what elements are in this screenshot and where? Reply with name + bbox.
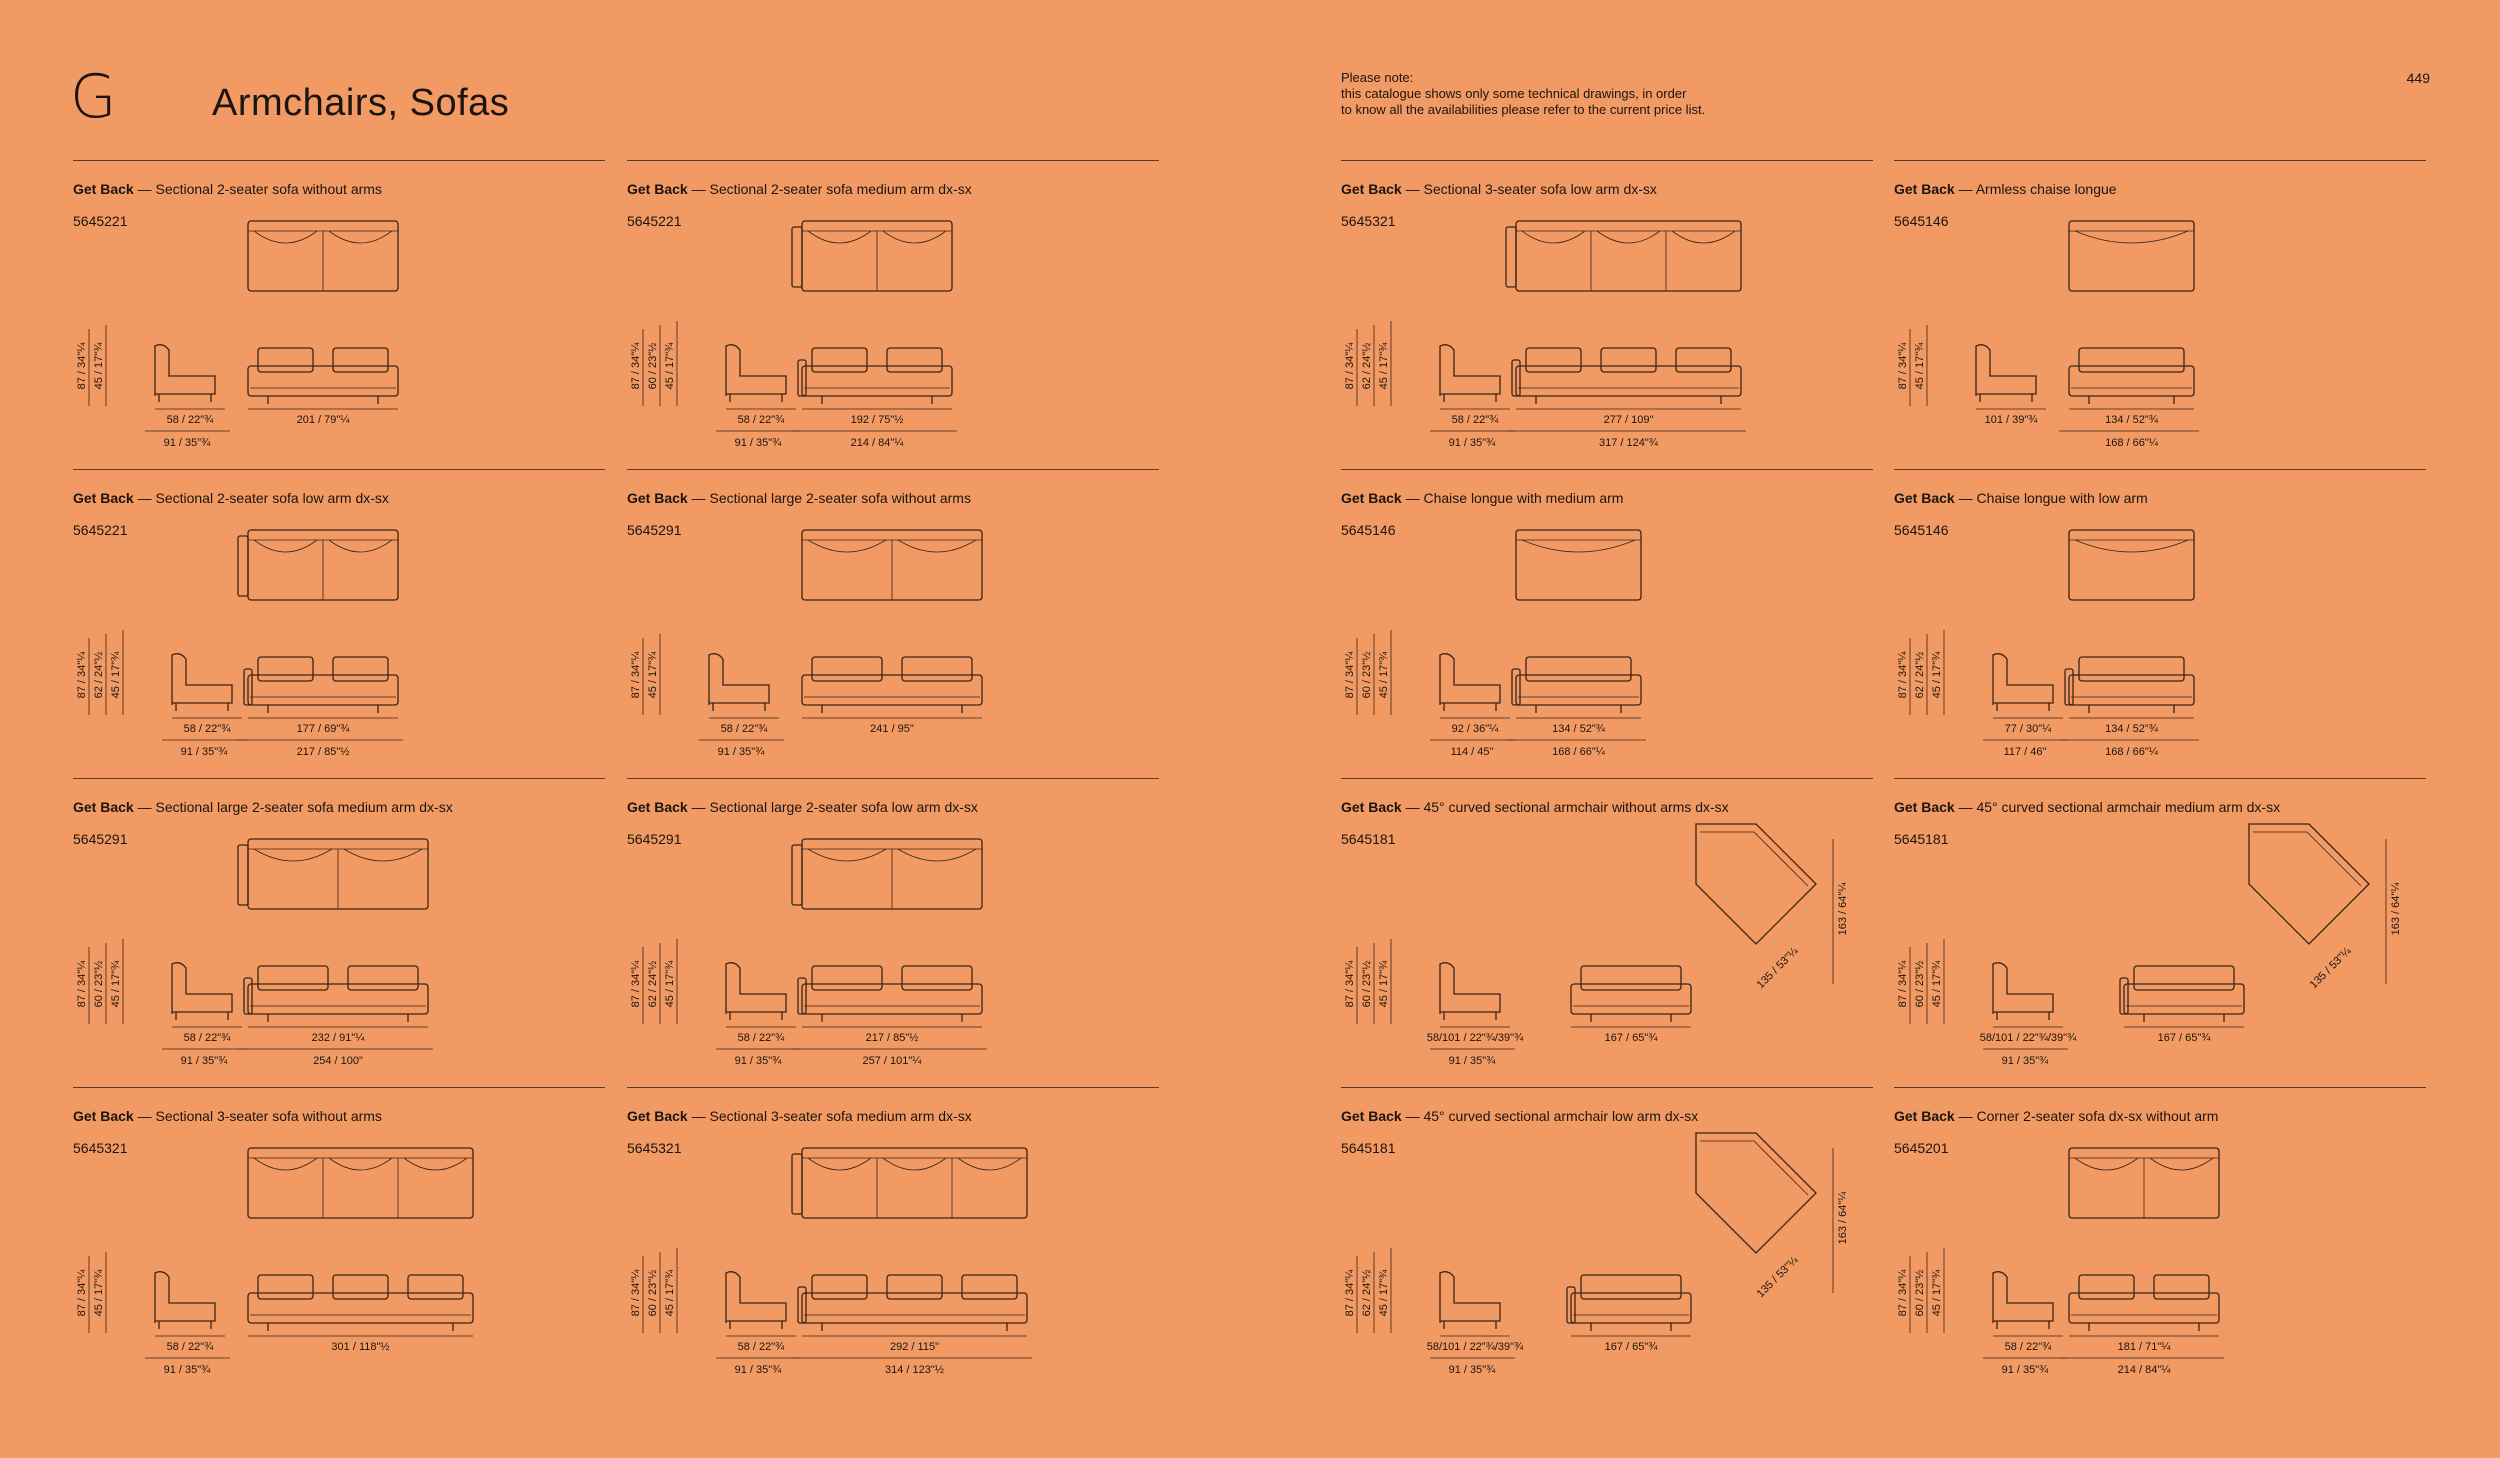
- height-dimension: 45 / 17"¾: [1914, 342, 1926, 390]
- plan-view-drawing: [248, 221, 398, 291]
- product-code: 5645181: [1341, 1140, 1396, 1156]
- front-view-drawing: [802, 657, 982, 713]
- height-dimension: 87 / 34"¼: [1344, 651, 1356, 699]
- side-depth-dimension: 117 / 46": [2003, 746, 2047, 758]
- side-width-dimension: 58 / 22"¾: [737, 1032, 785, 1044]
- product-entry: [1341, 1087, 1873, 1378]
- side-depth-dimension: 114 / 45": [1450, 746, 1494, 758]
- height-dimension: 60 / 23"½: [1361, 651, 1373, 699]
- side-depth-dimension: 91 / 35"¾: [180, 1055, 228, 1067]
- side-view-drawing: [726, 345, 786, 402]
- technical-drawing: [627, 161, 1159, 451]
- product-entry: [1341, 160, 1873, 451]
- note-line: to know all the availabilities please refer to the current price list.: [1341, 102, 1706, 117]
- product-name: — Corner 2-seater sofa dx-sx without arm: [1954, 1108, 2219, 1124]
- product-code: 5645321: [73, 1140, 128, 1156]
- side-width-dimension: 92 / 36"¼: [1451, 723, 1499, 735]
- corner-plan-drawing: [1696, 824, 1816, 944]
- height-dimension: 87 / 34"¼: [1344, 960, 1356, 1008]
- product-name: — Sectional 3-seater sofa medium arm dx-sx: [687, 1108, 972, 1124]
- front-view-drawing: [248, 1275, 473, 1331]
- height-dimension: 60 / 23"½: [1914, 1269, 1926, 1317]
- product-brand: Get Back: [1894, 1108, 1955, 1124]
- height-dimension: 87 / 34"¼: [76, 960, 88, 1008]
- front-view-drawing: [248, 348, 398, 404]
- product-name: — Chaise longue with low arm: [1954, 490, 2148, 506]
- product-brand: Get Back: [73, 490, 134, 506]
- product-code: 5645146: [1341, 522, 1396, 538]
- product-name: — Sectional 2-seater sofa low arm dx-sx: [133, 490, 389, 506]
- height-dimension: 45 / 17"¾: [93, 342, 105, 390]
- plan-depth-dimension: 135 / 53"¼: [1754, 945, 1801, 992]
- product-code: 5645221: [627, 213, 682, 229]
- front-view-drawing: [2069, 348, 2194, 404]
- height-dimension: 87 / 34"¼: [630, 1269, 642, 1317]
- product-brand: Get Back: [1341, 181, 1402, 197]
- plan-view-drawing: [792, 839, 982, 909]
- front-total-dimension: 317 / 124"¾: [1599, 437, 1658, 449]
- product-brand: Get Back: [1341, 490, 1402, 506]
- side-view-drawing: [155, 345, 215, 402]
- height-dimension: 87 / 34"¼: [630, 960, 642, 1008]
- plan-view-drawing: [1516, 530, 1641, 600]
- plan-depth-dimension: 135 / 53"¼: [2307, 945, 2354, 992]
- front-total-dimension: 314 / 123"½: [885, 1364, 944, 1376]
- product-brand: Get Back: [73, 181, 134, 197]
- technical-drawing: [627, 470, 1159, 760]
- height-dimension: 87 / 34"¼: [1897, 651, 1909, 699]
- front-width-dimension: 167 / 65"¾: [1604, 1341, 1658, 1353]
- front-width-dimension: 177 / 69"¾: [296, 723, 350, 735]
- product-entry: [73, 778, 605, 1069]
- height-dimension: 45 / 17"¾: [1378, 342, 1390, 390]
- side-width-dimension: 58 / 22"¾: [166, 1341, 214, 1353]
- product-name: — Sectional 2-seater sofa medium arm dx-sx: [687, 181, 972, 197]
- height-dimension: 62 / 24"½: [1914, 651, 1926, 699]
- height-dimension: 62 / 24"½: [1361, 342, 1373, 390]
- plan-view-drawing: [2069, 530, 2194, 600]
- product-brand: Get Back: [1894, 181, 1955, 197]
- front-width-dimension: 167 / 65"¾: [2157, 1032, 2211, 1044]
- height-dimension: 60 / 23"½: [1361, 960, 1373, 1008]
- side-view-drawing: [709, 654, 769, 711]
- technical-drawing: [1894, 1088, 2426, 1378]
- product-code: 5645291: [627, 522, 682, 538]
- height-dimension: 87 / 34"¼: [630, 651, 642, 699]
- front-total-dimension: 214 / 84"¼: [2117, 1364, 2171, 1376]
- side-width-dimension: 58 / 22"¾: [737, 414, 785, 426]
- front-width-dimension: 192 / 75"½: [850, 414, 904, 426]
- product-entry: [73, 469, 605, 760]
- front-view-drawing: [244, 966, 428, 1022]
- corner-plan-drawing: [2249, 824, 2369, 944]
- plan-view-drawing: [1506, 221, 1741, 291]
- product-entry: [73, 160, 605, 451]
- side-depth-dimension: 91 / 35"¾: [1448, 1055, 1496, 1067]
- technical-drawing: [627, 779, 1159, 1069]
- side-view-drawing: [1440, 345, 1500, 402]
- height-dimension: 45 / 17"¾: [1931, 651, 1943, 699]
- height-dimension: 45 / 17"¾: [110, 651, 122, 699]
- side-depth-dimension: 91 / 35"¾: [717, 746, 765, 758]
- height-dimension: 60 / 23"½: [647, 342, 659, 390]
- product-brand: Get Back: [627, 490, 688, 506]
- technical-drawing: [1341, 470, 1873, 760]
- product-code: 5645221: [73, 522, 128, 538]
- side-width-dimension: 58/101 / 22"¾/39"¾: [1426, 1032, 1524, 1044]
- side-depth-dimension: 91 / 35"¾: [163, 1364, 211, 1376]
- product-entry: [627, 469, 1159, 760]
- side-view-drawing: [155, 1272, 215, 1329]
- product-entry: [1894, 469, 2426, 760]
- height-dimension: 87 / 34"¼: [76, 651, 88, 699]
- product-entry: [1894, 1087, 2426, 1378]
- plan-view-drawing: [2069, 1148, 2219, 1218]
- side-depth-dimension: 91 / 35"¾: [734, 437, 782, 449]
- side-width-dimension: 58 / 22"¾: [183, 1032, 231, 1044]
- plan-view-drawing: [792, 1148, 1027, 1218]
- side-width-dimension: 58 / 22"¾: [737, 1341, 785, 1353]
- front-view-drawing: [2069, 1275, 2219, 1331]
- front-width-dimension: 292 / 115": [890, 1341, 939, 1353]
- side-view-drawing: [1440, 963, 1500, 1020]
- plan-view-drawing: [792, 221, 952, 291]
- front-view-drawing: [1512, 657, 1641, 713]
- front-total-dimension: 254 / 100": [313, 1055, 363, 1067]
- technical-drawing: [73, 470, 605, 760]
- height-dimension: 45 / 17"¾: [110, 960, 122, 1008]
- technical-drawing: [1894, 470, 2426, 760]
- technical-drawing: [1341, 1088, 1873, 1378]
- product-name: — 45° curved sectional armchair medium arm dx-sx: [1954, 799, 2281, 815]
- side-view-drawing: [1440, 654, 1500, 711]
- front-total-dimension: 217 / 85"½: [296, 746, 350, 758]
- height-dimension: 45 / 17"¾: [93, 1269, 105, 1317]
- side-depth-dimension: 91 / 35"¾: [2001, 1055, 2049, 1067]
- front-width-dimension: 181 / 71"¼: [2117, 1341, 2171, 1353]
- side-view-drawing: [726, 1272, 786, 1329]
- plan-view-drawing: [802, 530, 982, 600]
- technical-drawing: [73, 779, 605, 1069]
- height-dimension: 62 / 24"½: [1361, 1269, 1373, 1317]
- product-name: — Sectional 3-seater sofa low arm dx-sx: [1401, 181, 1657, 197]
- height-dimension: 87 / 34"¼: [76, 1269, 88, 1317]
- side-depth-dimension: 91 / 35"¾: [734, 1055, 782, 1067]
- front-width-dimension: 277 / 109": [1603, 414, 1654, 426]
- product-brand: Get Back: [627, 1108, 688, 1124]
- front-width-dimension: 241 / 95": [870, 723, 914, 735]
- product-entry: [627, 778, 1159, 1069]
- side-width-dimension: 58 / 22"¾: [183, 723, 231, 735]
- height-dimension: 45 / 17"¾: [664, 1269, 676, 1317]
- front-width-dimension: 134 / 52"¾: [2105, 723, 2158, 735]
- front-view-drawing: [798, 966, 982, 1022]
- product-name: — Sectional large 2-seater sofa medium arm dx-sx: [133, 799, 453, 815]
- product-code: 5645146: [1894, 522, 1949, 538]
- height-dimension: 60 / 23"½: [647, 1269, 659, 1317]
- height-dimension: 87 / 34"¼: [1897, 342, 1909, 390]
- product-code: 5645181: [1894, 831, 1949, 847]
- side-width-dimension: 58/101 / 22"¾/39"¾: [1426, 1341, 1524, 1353]
- front-width-dimension: 201 / 79"¼: [296, 414, 350, 426]
- side-view-drawing: [172, 654, 232, 711]
- side-view-drawing: [726, 963, 786, 1020]
- note-line: Please note:: [1341, 70, 1414, 85]
- product-code: 5645201: [1894, 1140, 1949, 1156]
- height-dimension: 45 / 17"¾: [1378, 651, 1390, 699]
- corner-plan-drawing: [1696, 1133, 1816, 1253]
- front-width-dimension: 217 / 85"½: [865, 1032, 919, 1044]
- product-name: — Sectional large 2-seater sofa low arm dx-sx: [687, 799, 978, 815]
- front-width-dimension: 134 / 52"¾: [1552, 723, 1605, 735]
- product-brand: Get Back: [627, 181, 688, 197]
- plan-height-dimension: 163 / 64"¼: [2390, 882, 2402, 936]
- section-title: Armchairs, Sofas: [212, 82, 510, 124]
- technical-drawing: [73, 161, 605, 451]
- product-name: — Armless chaise longue: [1954, 181, 2117, 197]
- product-brand: Get Back: [627, 799, 688, 815]
- height-dimension: 45 / 17"¾: [1931, 960, 1943, 1008]
- height-dimension: 45 / 17"¾: [1931, 1269, 1943, 1317]
- height-dimension: 60 / 23"½: [93, 960, 105, 1008]
- front-total-dimension: 214 / 84"¼: [850, 437, 904, 449]
- product-entry: [1894, 778, 2426, 1069]
- technical-drawing: [1894, 161, 2426, 451]
- front-width-dimension: 134 / 52"¾: [2105, 414, 2158, 426]
- front-total-dimension: 168 / 66"¼: [2105, 746, 2158, 758]
- technical-drawing: [1341, 161, 1873, 451]
- side-width-dimension: 58 / 22"¾: [720, 723, 768, 735]
- height-dimension: 62 / 24"½: [93, 651, 105, 699]
- section-letter: G: [70, 62, 117, 132]
- front-total-dimension: 257 / 101"¼: [862, 1055, 922, 1067]
- product-entry: [1341, 778, 1873, 1069]
- plan-height-dimension: 163 / 64"¼: [1837, 882, 1849, 936]
- product-entry: [73, 1087, 605, 1378]
- front-view-drawing: [2120, 966, 2244, 1022]
- side-width-dimension: 77 / 30"¼: [2004, 723, 2052, 735]
- front-view-drawing: [2065, 657, 2194, 713]
- height-dimension: 87 / 34"¼: [1897, 960, 1909, 1008]
- side-view-drawing: [1993, 1272, 2053, 1329]
- height-dimension: 87 / 34"¼: [1344, 342, 1356, 390]
- product-entry: [627, 160, 1159, 451]
- product-brand: Get Back: [1341, 799, 1402, 815]
- plan-view-drawing: [238, 530, 398, 600]
- side-view-drawing: [1440, 1272, 1500, 1329]
- side-depth-dimension: 91 / 35"¾: [734, 1364, 782, 1376]
- side-depth-dimension: 91 / 35"¾: [1448, 437, 1496, 449]
- side-view-drawing: [1976, 345, 2036, 402]
- height-dimension: 45 / 17"¾: [1378, 960, 1390, 1008]
- product-entry: [627, 1087, 1159, 1378]
- front-width-dimension: 167 / 65"¾: [1604, 1032, 1658, 1044]
- product-name: — Sectional large 2-seater sofa without arms: [687, 490, 971, 506]
- product-entry: [1894, 160, 2426, 451]
- product-entry: [1341, 469, 1873, 760]
- product-name: — 45° curved sectional armchair without arms dx-sx: [1401, 799, 1729, 815]
- plan-height-dimension: 163 / 64"¼: [1837, 1191, 1849, 1245]
- front-view-drawing: [798, 348, 952, 404]
- side-width-dimension: 58 / 22"¾: [166, 414, 214, 426]
- product-brand: Get Back: [73, 799, 134, 815]
- product-brand: Get Back: [1341, 1108, 1402, 1124]
- technical-drawing: [1894, 779, 2426, 1069]
- side-width-dimension: 58 / 22"¾: [2004, 1341, 2052, 1353]
- height-dimension: 45 / 17"¾: [1378, 1269, 1390, 1317]
- front-view-drawing: [1512, 348, 1741, 404]
- page-number: 449: [2406, 70, 2430, 86]
- catalogue-note: [1341, 70, 1841, 118]
- product-code: 5645146: [1894, 213, 1949, 229]
- product-code: 5645291: [627, 831, 682, 847]
- note-line: this catalogue shows only some technical drawings, in order: [1341, 86, 1687, 101]
- side-depth-dimension: 91 / 35"¾: [1448, 1364, 1496, 1376]
- front-view-drawing: [1567, 1275, 1691, 1331]
- plan-view-drawing: [2069, 221, 2194, 291]
- front-view-drawing: [1571, 966, 1691, 1022]
- product-code: 5645321: [1341, 213, 1396, 229]
- height-dimension: 87 / 34"¼: [630, 342, 642, 390]
- technical-drawing: [627, 1088, 1159, 1378]
- side-depth-dimension: 91 / 35"¾: [180, 746, 228, 758]
- side-depth-dimension: 91 / 35"¾: [2001, 1364, 2049, 1376]
- product-code: 5645291: [73, 831, 128, 847]
- product-name: — 45° curved sectional armchair low arm dx-sx: [1401, 1108, 1699, 1124]
- height-dimension: 87 / 34"¼: [1897, 1269, 1909, 1317]
- front-view-drawing: [798, 1275, 1027, 1331]
- height-dimension: 60 / 23"½: [1914, 960, 1926, 1008]
- plan-view-drawing: [238, 839, 428, 909]
- side-width-dimension: 58 / 22"¾: [1451, 414, 1499, 426]
- front-width-dimension: 301 / 118"½: [331, 1341, 390, 1353]
- side-view-drawing: [1993, 654, 2053, 711]
- product-brand: Get Back: [1894, 799, 1955, 815]
- product-name: — Sectional 3-seater sofa without arms: [133, 1108, 382, 1124]
- plan-view-drawing: [248, 1148, 473, 1218]
- front-total-dimension: 168 / 66"¼: [2105, 437, 2158, 449]
- height-dimension: 45 / 17"¾: [647, 651, 659, 699]
- front-view-drawing: [244, 657, 398, 713]
- product-brand: Get Back: [73, 1108, 134, 1124]
- side-width-dimension: 58/101 / 22"¾/39"¾: [1979, 1032, 2077, 1044]
- product-brand: Get Back: [1894, 490, 1955, 506]
- front-width-dimension: 232 / 91"¼: [311, 1032, 365, 1044]
- height-dimension: 45 / 17"¾: [664, 960, 676, 1008]
- product-code: 5645221: [73, 213, 128, 229]
- height-dimension: 87 / 34"¼: [1344, 1269, 1356, 1317]
- side-depth-dimension: 91 / 35"¾: [163, 437, 211, 449]
- height-dimension: 45 / 17"¾: [664, 342, 676, 390]
- product-code: 5645321: [627, 1140, 682, 1156]
- technical-drawing: [1341, 779, 1873, 1069]
- product-name: — Sectional 2-seater sofa without arms: [133, 181, 382, 197]
- side-view-drawing: [172, 963, 232, 1020]
- product-name: — Chaise longue with medium arm: [1401, 490, 1624, 506]
- plan-depth-dimension: 135 / 53"¼: [1754, 1254, 1801, 1301]
- side-view-drawing: [1993, 963, 2053, 1020]
- height-dimension: 87 / 34"¼: [76, 342, 88, 390]
- technical-drawing: [73, 1088, 605, 1378]
- front-total-dimension: 168 / 66"¼: [1552, 746, 1605, 758]
- product-code: 5645181: [1341, 831, 1396, 847]
- height-dimension: 62 / 24"½: [647, 960, 659, 1008]
- side-width-dimension: 101 / 39"¾: [1984, 414, 2038, 426]
